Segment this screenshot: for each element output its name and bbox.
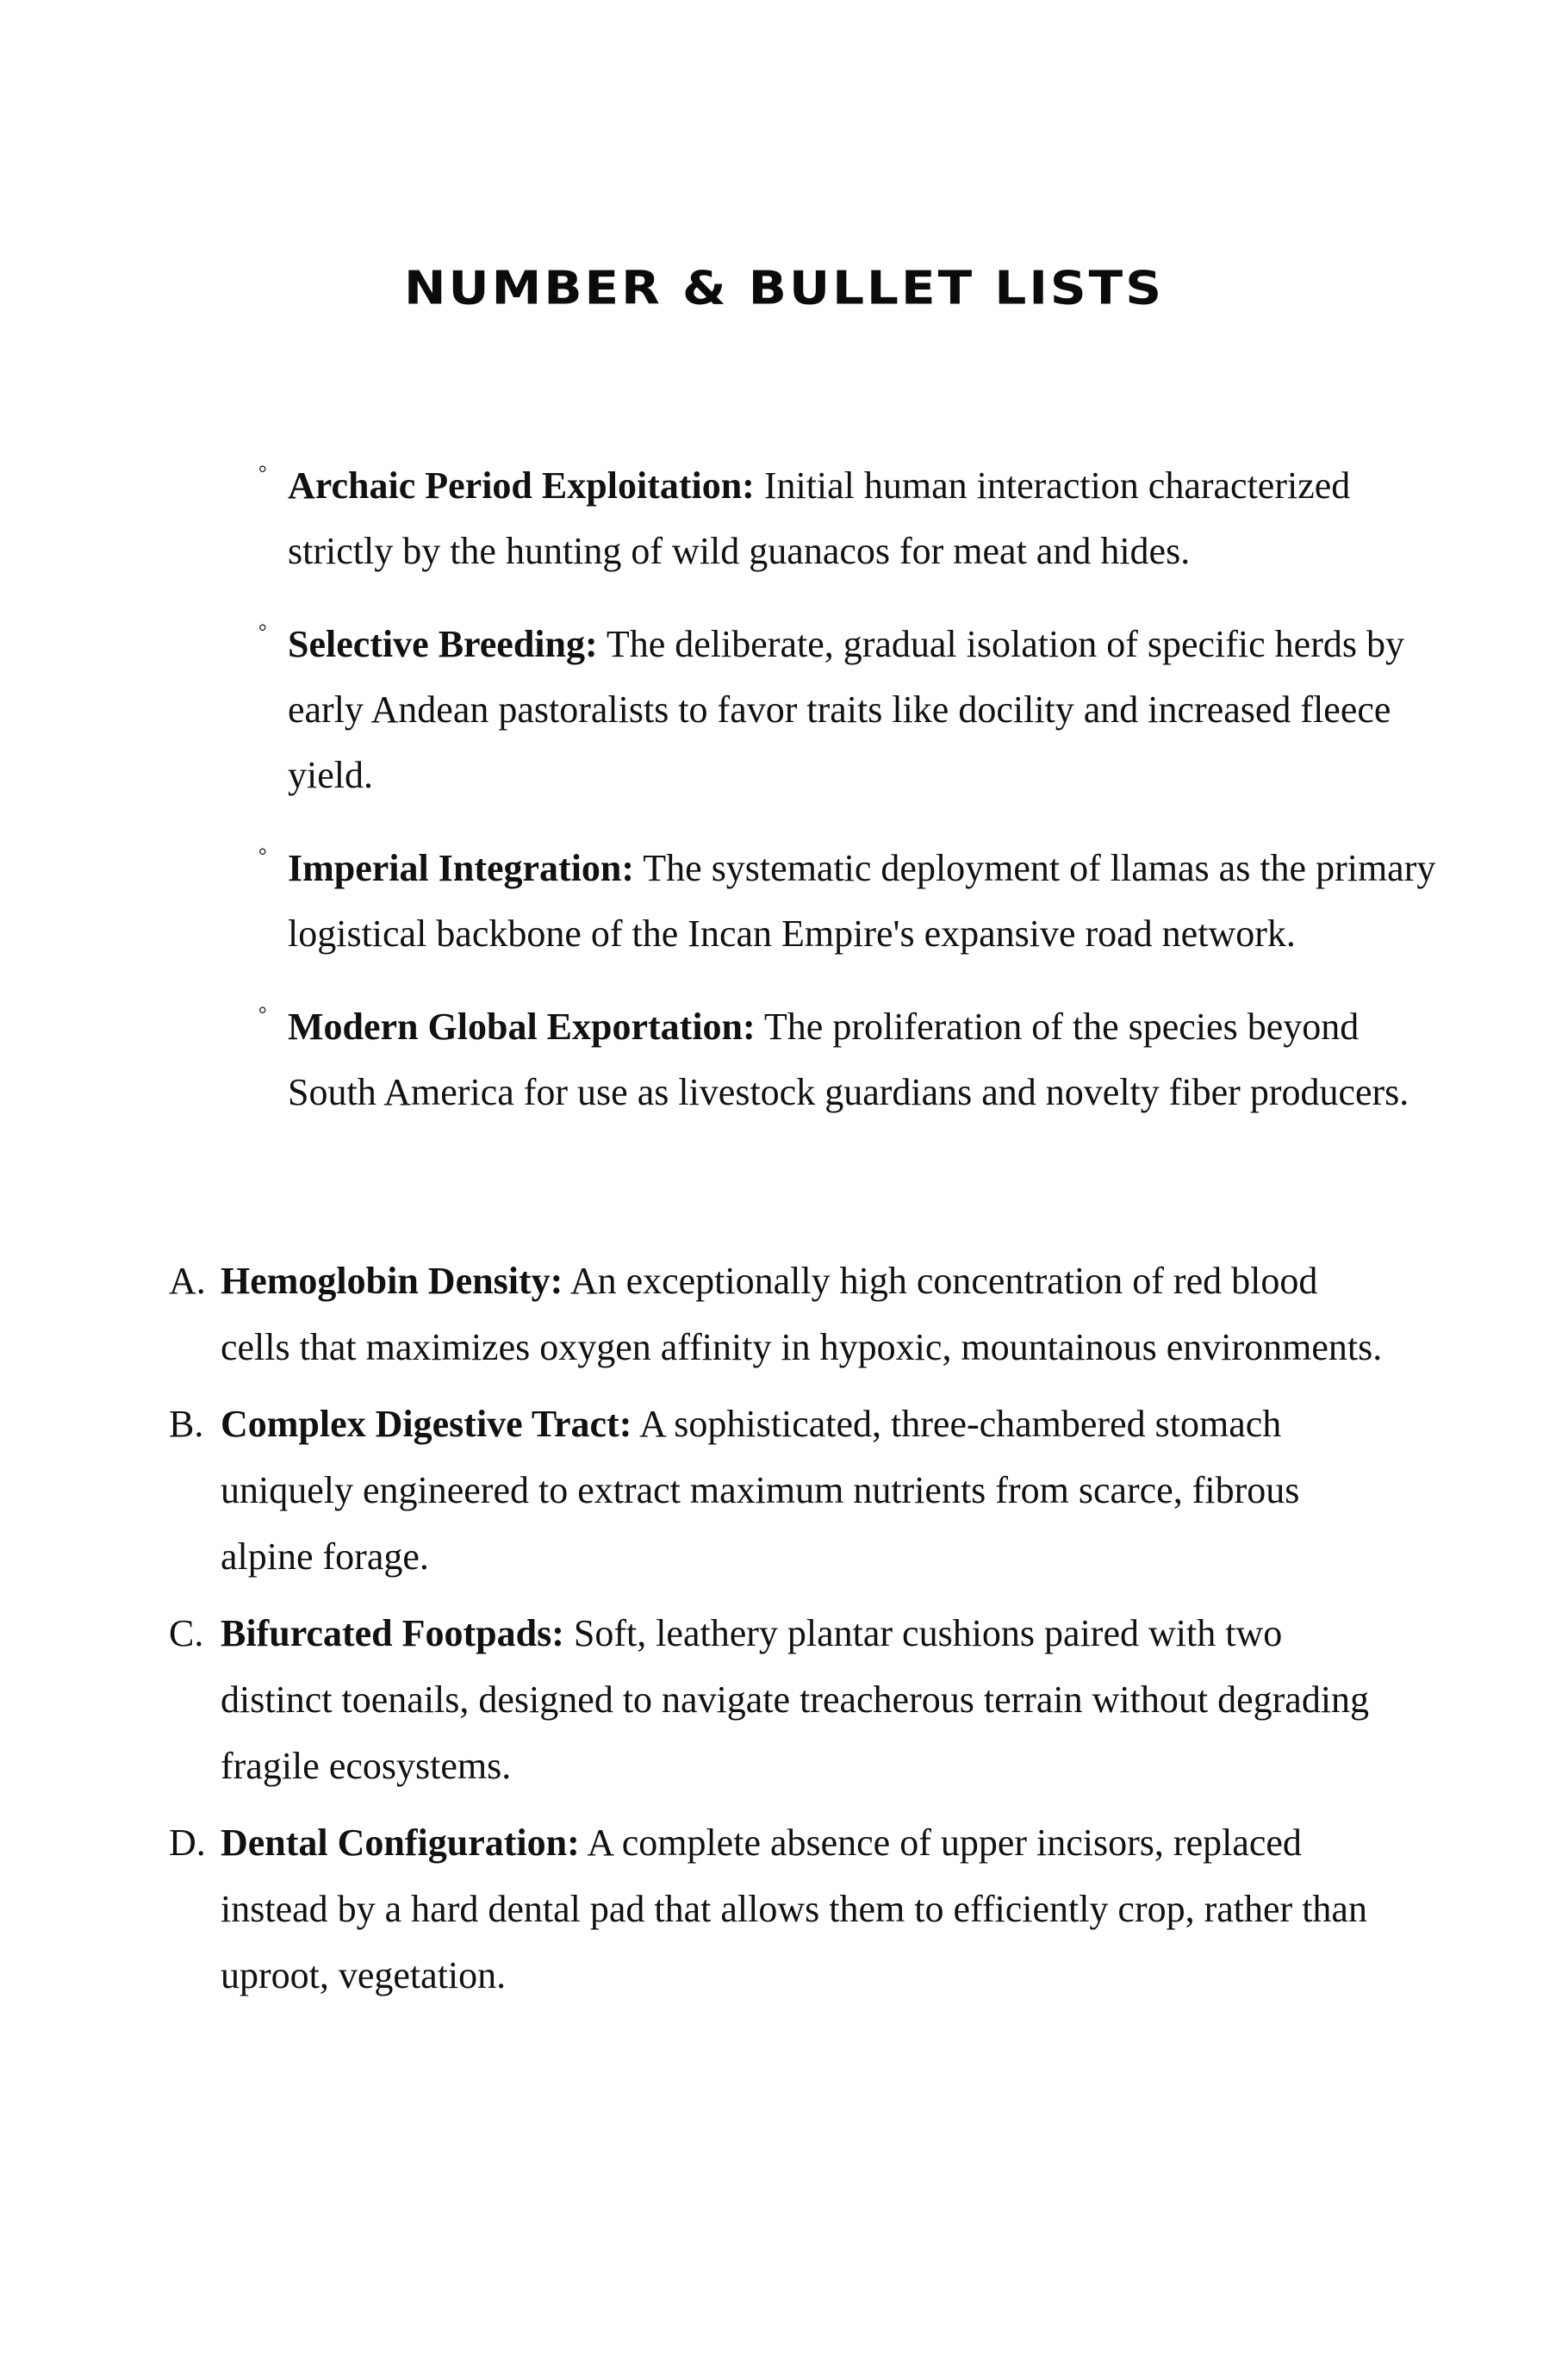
item-term: Bifurcated Footpads: — [221, 1612, 564, 1654]
item-text: The systematic deployment of llamas as the primary logistical backbone of the Incan Empire's expansive road network. — [288, 847, 1436, 955]
item-text: The proliferation of the species beyond South America for use as livestock guardians and novelty fiber producers. — [288, 1006, 1409, 1113]
lettered-list — [169, 1248, 1392, 2019]
item-text: A sophisticated, three-chambered stomach uniquely engineered to extract maximum nutrients from scarce, fibrous alpine forage. — [221, 1403, 1300, 1578]
letter-marker: A. — [169, 1260, 206, 1302]
item-term: Hemoglobin Density: — [221, 1260, 563, 1302]
letter-marker: C. — [169, 1612, 204, 1654]
list-item — [169, 1391, 1392, 1590]
page-title: NUMBER & BULLET LISTS — [403, 260, 1165, 315]
item-term: Selective Breeding: — [288, 623, 598, 665]
item-term: Archaic Period Exploitation: — [288, 464, 755, 507]
list-item — [258, 836, 1447, 967]
list-item — [169, 1248, 1392, 1380]
item-text: The deliberate, gradual isolation of specific herds by early Andean pastoralists to favor traits like docility and increased fleece yield. — [288, 623, 1404, 796]
bullet-marker: ° — [258, 845, 267, 868]
bullet-marker: ° — [258, 621, 267, 644]
item-term: Complex Digestive Tract: — [221, 1403, 632, 1445]
item-term: Dental Configuration: — [221, 1822, 580, 1864]
letter-marker: B. — [169, 1403, 204, 1445]
list-item — [169, 1809, 1392, 2008]
item-text: Soft, leathery plantar cushions paired with two distinct toenails, designed to navigate treacherous terrain without degrading fragile ecosystems. — [221, 1612, 1370, 1787]
bullet-list — [258, 453, 1447, 1153]
item-term: Modern Global Exportation: — [288, 1006, 756, 1048]
list-item — [258, 453, 1447, 584]
list-item — [258, 612, 1447, 808]
bullet-marker: ° — [258, 463, 267, 485]
item-text: An exceptionally high concentration of red blood cells that maximizes oxygen affinity in hypoxic, mountainous environments. — [221, 1260, 1383, 1368]
list-item — [258, 994, 1447, 1125]
list-item — [169, 1600, 1392, 1799]
item-term: Imperial Integration: — [288, 847, 635, 889]
bullet-marker: ° — [258, 1004, 267, 1026]
letter-marker: D. — [169, 1822, 206, 1864]
item-text: Initial human interaction characterized strictly by the hunting of wild guanacos for meat and hides. — [288, 464, 1351, 572]
item-text: A complete absence of upper incisors, replaced instead by a hard dental pad that allows them to efficiently crop, rather than uproot, vegetation. — [221, 1822, 1367, 1996]
